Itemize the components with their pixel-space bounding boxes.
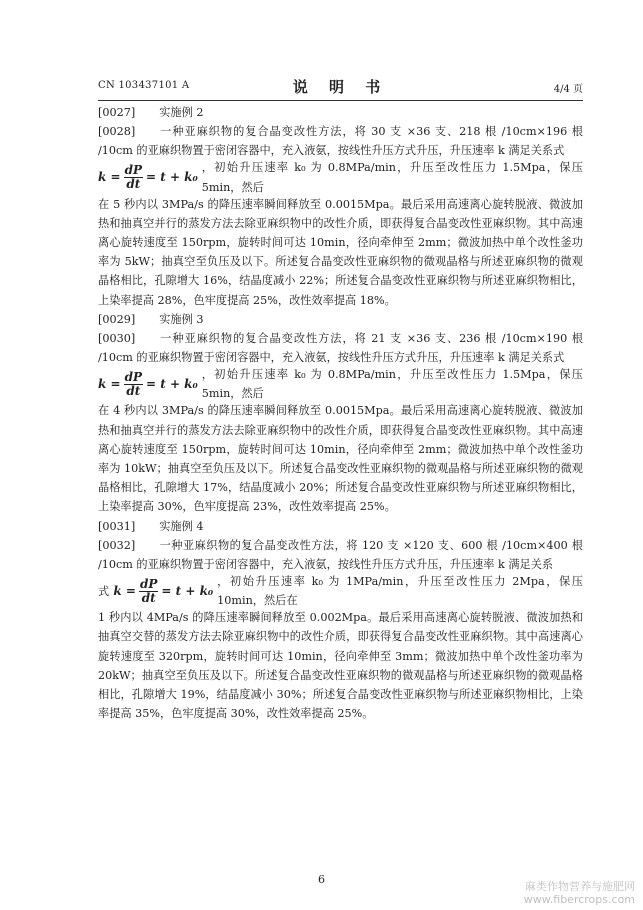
page-header: [98, 76, 583, 98]
paragraph-text-block: 在 5 秒内以 3MPa/s 的降压速率瞬间释放至 0.0015Mpa。最后采用高速离心旋转脱液、微波加热和抽真空并行的蒸发方法去除亚麻织物中的改性介质，即获得复合晶变改性亚麻织物。其中高速离心旋转速度至 150rpm，旋转时间可达 10min，径向牵伸至 2mm；微波加热中单个改性釜功率为 5kW；抽真空至负压及以下。所述复合晶变改性亚麻织物的微观晶格与所述亚麻织物的微观晶格相比，孔隙增大 16%，结晶度减小 22%；所述复合晶变改性亚麻织物与所述亚麻织物相比，上染率提高 28%，色牢度提高 25%，改性效率提高 18%。: [98, 197, 583, 307]
publication-number: CN 103437101 A: [98, 80, 190, 91]
paragraph-0029: [98, 310, 583, 329]
watermark: [524, 880, 635, 906]
paragraph-text-block: 在 4 秒内以 3MPa/s 的降压速率瞬间释放至 0.0015Mpa。最后采用高速离心旋转脱液、微波加热和抽真空并行的蒸发方法去除亚麻织物中的改性介质，即获得复合晶变改性亚麻织物。其中高速离心旋转速度至 150rpm，旋转时间可达 10min，径向牵伸至 2mm；微波加热中单个改性釜功率为 10kW；抽真空至负压及以下。所述复合晶变改性亚麻织物的微观晶格与所述亚麻织物的微观晶格相比，孔隙增大 17%，结晶度减小 20%；所述复合晶变改性亚麻织物与所述亚麻织物相比，上染率提高 30%，色牢度提高 23%，改性效率提高 25%。: [98, 404, 583, 514]
paragraph-tag: [0032]: [98, 538, 136, 552]
document-title: 说 明 书: [292, 78, 389, 96]
watermark-url: www.fibercrops.com: [523, 893, 635, 906]
paragraph-0030: [98, 329, 583, 367]
document-body: [98, 103, 583, 723]
page-info: 4/4 页: [553, 84, 583, 95]
page-number: 6: [318, 873, 325, 886]
section-heading: 实施例 4: [159, 519, 204, 533]
paragraph-tag: [0028]: [98, 125, 136, 139]
paragraph-text: ，初始升压速率 k₀ 为 0.8MPa/min，升压至改性压力 1.5Mpa，保压 5min，然后: [201, 161, 583, 194]
paragraph-text: 式: [98, 584, 110, 598]
paragraph-0031: [98, 517, 583, 536]
section-heading: 实施例 3: [159, 312, 204, 326]
paragraph-text: ，初始升压速率 k₀ 为 0.8MPa/min，升压至改性压力 1.5Mpa，保压 5min，然后: [201, 368, 583, 401]
equation-line: [98, 161, 583, 195]
paragraph-text: 一种亚麻织物的复合晶变改性方法，将 30 支 ×36 支、218 根 /10cm×196 根 /10cm 的亚麻织物置于密闭容器中，充入液氨，按线性升压方式升压，升压速率 k 满足关系式: [98, 125, 583, 158]
paragraph-0028: [98, 122, 583, 160]
section-heading: 实施例 2: [159, 106, 204, 119]
equation-line: [98, 574, 583, 608]
rate-equation: k = $\frac{dP}{dt}$ = t + k₀: [98, 369, 198, 398]
paragraph-text: 一种亚麻织物的复合晶变改性方法，将 120 支 ×120 支、600 根 /10cm×400 根 /10cm 的亚麻织物置于密闭容器中，充入液氨，按线性升压方式升压，升压速率 k 满足关系: [98, 538, 583, 572]
paragraph-tag: [0027]: [98, 106, 136, 119]
equation-line: [98, 367, 583, 401]
rate-equation: k = $\frac{dP}{dt}$ = t + k₀: [98, 163, 198, 192]
paragraph-text-block: 1 秒内以 4MPa/s 的降压速率瞬间释放至 0.002Mpa。最后采用高速离心旋转脱液、微波加热和抽真空交替的蒸发方法去除亚麻织物中的改性介质，即获得复合晶变改性亚麻织物。其中高速离心旋转速度至 320rpm，旋转时间可达 10min，径向牵伸至 3mm；微波加热中单个改性釜功率为 20kW；抽真空至负压及以下。所述复合晶变改性亚麻织物的微观晶格与所述亚麻织物的微观晶格相比，孔隙增大 19%，结晶度减小 30%；所述复合晶变改性亚麻织物与所述亚麻织物相比，上染率提高 35%，色牢度提高 30%，改性效率提高 25%。: [98, 611, 583, 721]
rate-equation: k = $\frac{dP}{dt}$ = t + k₀: [113, 576, 214, 605]
paragraph-0032: [98, 536, 583, 574]
paragraph-tag: [0029]: [98, 312, 136, 326]
paragraph-tag: [0031]: [98, 519, 136, 533]
header-rule: [98, 100, 583, 101]
watermark-text: 麻类作物营养与施肥网: [525, 880, 635, 893]
paragraph-0027: [98, 103, 583, 122]
paragraph-text: 一种亚麻织物的复合晶变改性方法，将 21 支 ×36 支、236 根 /10cm×190 根 /10cm 的亚麻织物置于密闭容器中，充入液氨，按线性升压方式升压，升压速率 k 满足关系式: [98, 332, 583, 365]
paragraph-tag: [0030]: [98, 332, 136, 346]
paragraph-text: ，初始升压速率 k₀ 为 1MPa/min，升压至改性压力 2Mpa，保压 10min，然后在: [217, 575, 583, 608]
